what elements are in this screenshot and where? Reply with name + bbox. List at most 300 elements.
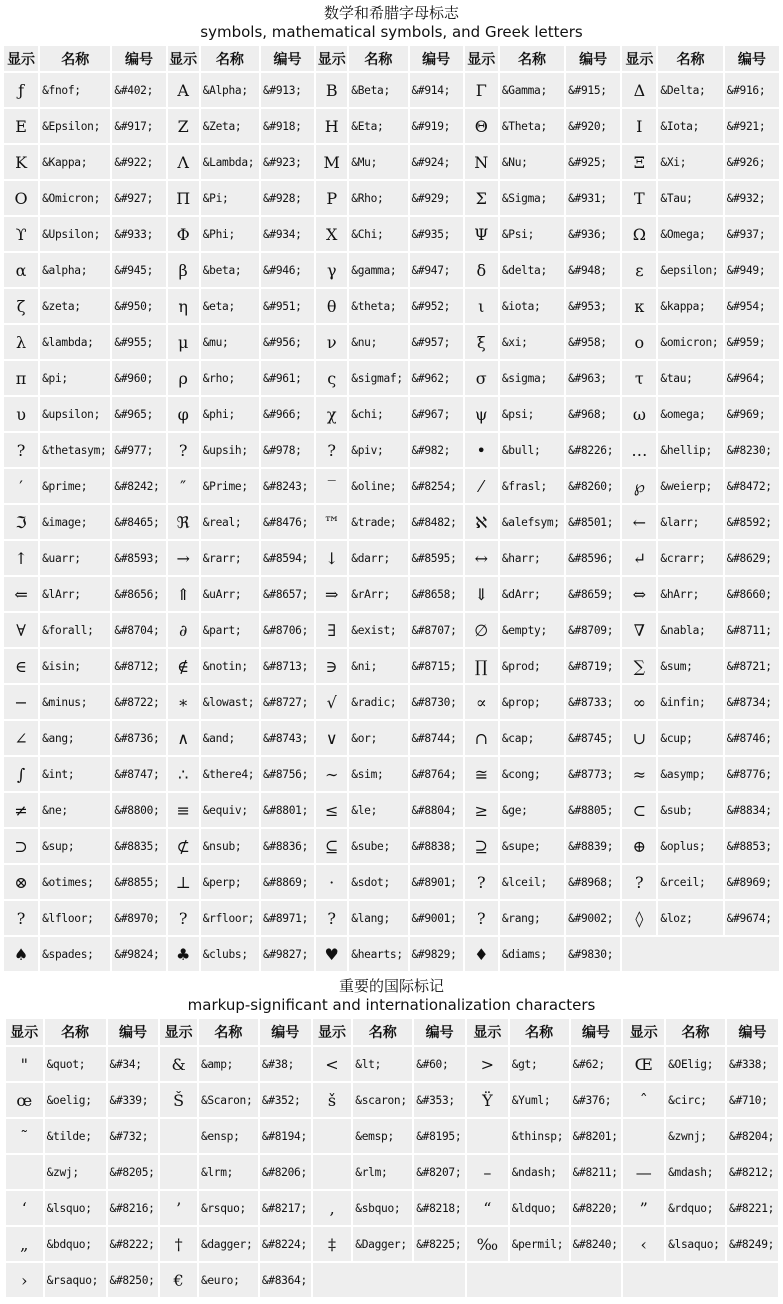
entity-code-cell: &#918;: [261, 109, 314, 143]
entity-code-cell: &#9824;: [112, 937, 165, 971]
entity-name-cell: &gt;: [510, 1047, 569, 1081]
table-row: [4, 145, 779, 179]
symbol-cell: Η: [316, 109, 347, 143]
symbol-cell: ∃: [316, 613, 347, 647]
entity-code-cell: &#8711;: [725, 613, 779, 647]
entity-code-cell: &#8656;: [112, 577, 165, 611]
entity-code-cell: &#8250;: [108, 1263, 159, 1297]
symbol-cell: [160, 1119, 197, 1153]
entity-code-cell: &#960;: [112, 361, 165, 395]
entity-code-cell: &#9829;: [410, 937, 463, 971]
entity-code-cell: &#8805;: [566, 793, 620, 827]
entity-code-cell: &#968;: [566, 397, 620, 431]
symbol-cell: —: [623, 1155, 664, 1189]
entity-name-cell: &radic;: [349, 685, 407, 719]
symbol-cell: Δ: [622, 73, 656, 107]
entity-name-cell: &lt;: [353, 1047, 412, 1081]
symbol-cell: ⊇: [465, 829, 498, 863]
symbol-cell: ?: [465, 865, 498, 899]
entity-code-cell: &#8838;: [410, 829, 463, 863]
entity-code-cell: &#60;: [414, 1047, 465, 1081]
symbol-cell: œ: [6, 1083, 43, 1117]
empty-cell: [467, 1263, 621, 1297]
entity-name-cell: &nsub;: [201, 829, 259, 863]
entity-code-cell: &#8224;: [260, 1227, 311, 1261]
entity-name-cell: &sube;: [349, 829, 407, 863]
table-row: [4, 865, 779, 899]
entity-code-cell: &#8593;: [112, 541, 165, 575]
entity-code-cell: &#8853;: [725, 829, 779, 863]
symbol-cell: ∼: [316, 757, 347, 791]
symbol-cell: ⊆: [316, 829, 347, 863]
symbol-cell: ϒ: [4, 217, 38, 251]
entity-code-cell: &#338;: [727, 1047, 778, 1081]
header-display: 显示: [6, 1019, 43, 1045]
entity-code-cell: &#8230;: [725, 433, 779, 467]
entity-name-cell: &upsih;: [201, 433, 259, 467]
entity-name-cell: &psi;: [500, 397, 564, 431]
entity-name-cell: &fnof;: [40, 73, 110, 107]
entity-name-cell: &lsaquo;: [666, 1227, 725, 1261]
table-row: [6, 1263, 778, 1297]
header-name: 名称: [40, 46, 110, 71]
entity-code-cell: &#9001;: [410, 901, 463, 935]
entity-code-cell: &#8971;: [261, 901, 314, 935]
entity-code-cell: &#915;: [566, 73, 620, 107]
entity-code-cell: &#8472;: [725, 469, 779, 503]
symbol-cell: Σ: [465, 181, 498, 215]
symbol-cell: ’: [160, 1191, 197, 1225]
entity-name-cell: &empty;: [500, 613, 564, 647]
symbol-cell: ∉: [168, 649, 199, 683]
symbol-cell: Š: [160, 1083, 197, 1117]
entity-name-cell: &sub;: [658, 793, 722, 827]
entity-code-cell: &#8240;: [571, 1227, 622, 1261]
entity-code-cell: &#926;: [725, 145, 779, 179]
entity-name-cell: &Yuml;: [510, 1083, 569, 1117]
table-row: [6, 1083, 778, 1117]
symbol-cell: ‰: [467, 1227, 508, 1261]
section-title-symbols: [0, 4, 783, 42]
entity-code-cell: &#8776;: [725, 757, 779, 791]
entity-code-cell: &#8465;: [112, 505, 165, 539]
symbol-cell: ⊂: [622, 793, 656, 827]
symbol-cell: ↔: [465, 541, 498, 575]
table-row: [4, 901, 779, 935]
entity-code-cell: &#8204;: [727, 1119, 778, 1153]
entity-code-cell: &#8216;: [108, 1191, 159, 1225]
entity-name-cell: &cup;: [658, 721, 722, 755]
symbol-cell: ⇔: [622, 577, 656, 611]
table-header-row: [6, 1019, 778, 1045]
table-row: [4, 937, 779, 971]
header-display: 显示: [160, 1019, 197, 1045]
entity-name-cell: &le;: [349, 793, 407, 827]
entity-name-cell: &lfloor;: [40, 901, 110, 935]
entity-name-cell: &hellip;: [658, 433, 722, 467]
entity-name-cell: &ge;: [500, 793, 564, 827]
table-header-row: [4, 46, 779, 71]
entity-name-cell: &Delta;: [658, 73, 722, 107]
entity-code-cell: &#965;: [112, 397, 165, 431]
entity-name-cell: &lambda;: [40, 325, 110, 359]
entity-code-cell: &#949;: [725, 253, 779, 287]
entity-code-cell: &#916;: [725, 73, 779, 107]
symbol-cell: ∝: [465, 685, 498, 719]
entity-code-cell: &#8970;: [112, 901, 165, 935]
section-title-zh: 数学和希腊字母标志: [323, 4, 459, 22]
header-display: 显示: [622, 46, 656, 71]
entity-code-cell: &#8482;: [410, 505, 463, 539]
symbol-cell: ←: [622, 505, 656, 539]
entity-code-cell: &#9002;: [566, 901, 620, 935]
symbol-cell: ?: [622, 865, 656, 899]
entity-code-cell: &#8206;: [260, 1155, 311, 1189]
entity-code-cell: &#937;: [725, 217, 779, 251]
symbol-cell: μ: [168, 325, 199, 359]
entity-name-cell: &supe;: [500, 829, 564, 863]
entity-code-cell: &#933;: [112, 217, 165, 251]
entity-code-cell: &#931;: [566, 181, 620, 215]
entity-name-cell: &euro;: [199, 1263, 258, 1297]
symbol-cell: Ρ: [316, 181, 347, 215]
symbol-cell: η: [168, 289, 199, 323]
symbol-cell: α: [4, 253, 38, 287]
symbol-cell: ∠: [4, 721, 38, 755]
entity-code-cell: &#953;: [566, 289, 620, 323]
entity-name-cell: &trade;: [349, 505, 407, 539]
symbol-cell: ω: [622, 397, 656, 431]
symbol-cell: β: [168, 253, 199, 287]
section-title-zh: 重要的国际标记: [338, 977, 444, 995]
markup-characters-table: [4, 1017, 780, 1299]
entity-name-cell: &real;: [201, 505, 259, 539]
entity-code-cell: &#710;: [727, 1083, 778, 1117]
entity-name-cell: &emsp;: [353, 1119, 412, 1153]
symbol-cell: Ο: [4, 181, 38, 215]
symbol-cell: ∋: [316, 649, 347, 683]
entity-code-cell: &#8839;: [566, 829, 620, 863]
entity-code-cell: &#402;: [112, 73, 165, 107]
symbol-cell: λ: [4, 325, 38, 359]
entity-code-cell: &#8834;: [725, 793, 779, 827]
entity-code-cell: &#922;: [112, 145, 165, 179]
entity-name-cell: &Mu;: [349, 145, 407, 179]
entity-name-cell: &cong;: [500, 757, 564, 791]
symbol-cell: ψ: [465, 397, 498, 431]
header-display: 显示: [4, 46, 38, 71]
symbol-cell: Ψ: [465, 217, 498, 251]
entity-name-cell: &oelig;: [45, 1083, 106, 1117]
entity-code-cell: &#8254;: [410, 469, 463, 503]
entity-code-cell: &#924;: [410, 145, 463, 179]
header-display: 显示: [465, 46, 498, 71]
entity-code-cell: &#958;: [566, 325, 620, 359]
header-name: 名称: [500, 46, 564, 71]
entity-name-cell: &sup;: [40, 829, 110, 863]
header-name: 名称: [201, 46, 259, 71]
table-row: [6, 1047, 778, 1081]
entity-name-cell: &loz;: [658, 901, 722, 935]
entity-code-cell: &#8596;: [566, 541, 620, 575]
header-code: 编号: [566, 46, 620, 71]
entity-code-cell: &#967;: [410, 397, 463, 431]
entity-name-cell: &spades;: [40, 937, 110, 971]
entity-name-cell: &Prime;: [201, 469, 259, 503]
header-code: 编号: [112, 46, 165, 71]
entity-name-cell: &lsquo;: [45, 1191, 106, 1225]
entity-code-cell: &#8712;: [112, 649, 165, 683]
entity-name-cell: &Theta;: [500, 109, 564, 143]
entity-code-cell: &#919;: [410, 109, 463, 143]
entity-name-cell: &rceil;: [658, 865, 722, 899]
entity-code-cell: &#8194;: [260, 1119, 311, 1153]
symbol-cell: ♦: [465, 937, 498, 971]
entity-code-cell: &#929;: [410, 181, 463, 215]
entity-name-cell: &Omega;: [658, 217, 722, 251]
entity-name-cell: &harr;: [500, 541, 564, 575]
symbol-cell: ™: [316, 505, 347, 539]
symbol-cell: ν: [316, 325, 347, 359]
entity-name-cell: &nabla;: [658, 613, 722, 647]
table-row: [4, 289, 779, 323]
entity-name-cell: &uarr;: [40, 541, 110, 575]
symbol-cell: κ: [622, 289, 656, 323]
entity-name-cell: &rho;: [201, 361, 259, 395]
entity-code-cell: &#8736;: [112, 721, 165, 755]
symbol-cell: Ÿ: [467, 1083, 508, 1117]
entity-code-cell: &#8835;: [112, 829, 165, 863]
symbol-cell: ƒ: [4, 73, 38, 107]
symbol-cell: [160, 1155, 197, 1189]
entity-code-cell: &#8658;: [410, 577, 463, 611]
symbol-cell: ζ: [4, 289, 38, 323]
entity-code-cell: &#8715;: [410, 649, 463, 683]
entity-code-cell: &#732;: [108, 1119, 159, 1153]
header-code: 编号: [410, 46, 463, 71]
symbol-cell: ∗: [168, 685, 199, 719]
entity-code-cell: &#8657;: [261, 577, 314, 611]
entity-name-cell: &or;: [349, 721, 407, 755]
entity-code-cell: &#8773;: [566, 757, 620, 791]
entity-code-cell: &#8722;: [112, 685, 165, 719]
symbol-cell: &: [160, 1047, 197, 1081]
table-row: [4, 721, 779, 755]
entity-name-cell: &int;: [40, 757, 110, 791]
entity-name-cell: &Phi;: [201, 217, 259, 251]
symbol-cell: Ι: [622, 109, 656, 143]
entity-name-cell: &tau;: [658, 361, 722, 395]
entity-code-cell: &#34;: [108, 1047, 159, 1081]
symbol-cell: ‾: [316, 469, 347, 503]
symbol-cell: σ: [465, 361, 498, 395]
entity-name-cell: &image;: [40, 505, 110, 539]
table-row: [4, 253, 779, 287]
entity-code-cell: &#978;: [261, 433, 314, 467]
entity-name-cell: &rfloor;: [201, 901, 259, 935]
entity-name-cell: &darr;: [349, 541, 407, 575]
entity-code-cell: &#8721;: [725, 649, 779, 683]
entity-code-cell: &#935;: [410, 217, 463, 251]
table-row: [4, 757, 779, 791]
entity-code-cell: &#925;: [566, 145, 620, 179]
entity-code-cell: &#8969;: [725, 865, 779, 899]
entity-code-cell: &#8629;: [725, 541, 779, 575]
symbol-cell: ≈: [622, 757, 656, 791]
entity-code-cell: &#982;: [410, 433, 463, 467]
entity-name-cell: &permil;: [510, 1227, 569, 1261]
entity-code-cell: &#8207;: [414, 1155, 465, 1189]
symbol-cell: ∈: [4, 649, 38, 683]
symbol-cell: ›: [6, 1263, 43, 1297]
table-row: [4, 829, 779, 863]
entity-code-cell: &#8659;: [566, 577, 620, 611]
symbol-cell: Θ: [465, 109, 498, 143]
header-code: 编号: [108, 1019, 159, 1045]
entity-code-cell: &#961;: [261, 361, 314, 395]
symbol-cell: ∧: [168, 721, 199, 755]
symbol-cell: ε: [622, 253, 656, 287]
entity-code-cell: &#8205;: [108, 1155, 159, 1189]
entity-name-cell: &thetasym;: [40, 433, 110, 467]
header-display: 显示: [467, 1019, 508, 1045]
symbol-cell: ∨: [316, 721, 347, 755]
entity-name-cell: &lArr;: [40, 577, 110, 611]
symbol-cell: ↓: [316, 541, 347, 575]
entity-name-cell: &Xi;: [658, 145, 722, 179]
symbol-cell: [623, 1119, 664, 1153]
symbol-cell: ?: [168, 901, 199, 935]
entity-code-cell: &#969;: [725, 397, 779, 431]
entity-name-cell: &diams;: [500, 937, 564, 971]
entity-name-cell: &zeta;: [40, 289, 110, 323]
symbol-cell: θ: [316, 289, 347, 323]
entity-code-cell: &#339;: [108, 1083, 159, 1117]
symbol-cell: “: [467, 1191, 508, 1225]
entity-name-cell: &rsquo;: [199, 1191, 258, 1225]
entity-name-cell: &lceil;: [500, 865, 564, 899]
entity-code-cell: &#947;: [410, 253, 463, 287]
entity-code-cell: &#8800;: [112, 793, 165, 827]
symbol-cell: Ζ: [168, 109, 199, 143]
entity-code-cell: &#8218;: [414, 1191, 465, 1225]
entity-code-cell: &#8709;: [566, 613, 620, 647]
symbol-cell: ?: [168, 433, 199, 467]
entity-name-cell: &mu;: [201, 325, 259, 359]
entity-name-cell: &isin;: [40, 649, 110, 683]
entity-code-cell: &#8226;: [566, 433, 620, 467]
entity-code-cell: &#8727;: [261, 685, 314, 719]
header-display: 显示: [168, 46, 199, 71]
symbol-cell: [313, 1119, 352, 1153]
symbol-cell: ∅: [465, 613, 498, 647]
entity-code-cell: &#962;: [410, 361, 463, 395]
symbols-table: [2, 44, 781, 973]
entity-name-cell: &Kappa;: [40, 145, 110, 179]
entity-code-cell: &#920;: [566, 109, 620, 143]
entity-name-cell: &there4;: [201, 757, 259, 791]
entity-name-cell: &equiv;: [201, 793, 259, 827]
symbol-cell: ”: [623, 1191, 664, 1225]
symbol-cell: –: [467, 1155, 508, 1189]
symbol-cell: Ν: [465, 145, 498, 179]
symbol-cell: ⁄: [465, 469, 498, 503]
entity-code-cell: &#913;: [261, 73, 314, 107]
entity-code-cell: &#8501;: [566, 505, 620, 539]
symbol-cell: ‚: [313, 1191, 352, 1225]
entity-name-cell: &Iota;: [658, 109, 722, 143]
entity-name-cell: &Eta;: [349, 109, 407, 143]
entity-code-cell: &#964;: [725, 361, 779, 395]
entity-name-cell: &cap;: [500, 721, 564, 755]
entity-name-cell: &rArr;: [349, 577, 407, 611]
table-row: [4, 325, 779, 359]
entity-code-cell: &#8222;: [108, 1227, 159, 1261]
entity-code-cell: &#927;: [112, 181, 165, 215]
symbol-cell: ≠: [4, 793, 38, 827]
entity-name-cell: &oplus;: [658, 829, 722, 863]
entity-code-cell: &#8212;: [727, 1155, 778, 1189]
symbol-cell: •: [465, 433, 498, 467]
entity-name-cell: &dagger;: [199, 1227, 258, 1261]
symbol-cell: ≥: [465, 793, 498, 827]
symbol-cell: ∞: [622, 685, 656, 719]
symbol-cell: ∀: [4, 613, 38, 647]
entity-name-cell: &bull;: [500, 433, 564, 467]
symbol-cell: Œ: [623, 1047, 664, 1081]
entity-code-cell: &#921;: [725, 109, 779, 143]
entity-name-cell: &Rho;: [349, 181, 407, 215]
entity-code-cell: &#8968;: [566, 865, 620, 899]
entity-code-cell: &#959;: [725, 325, 779, 359]
entity-code-cell: &#923;: [261, 145, 314, 179]
entity-code-cell: &#963;: [566, 361, 620, 395]
table-row: [4, 505, 779, 539]
entity-name-cell: &lang;: [349, 901, 407, 935]
entity-code-cell: &#8243;: [261, 469, 314, 503]
entity-name-cell: &mdash;: [666, 1155, 725, 1189]
entity-name-cell: &frasl;: [500, 469, 564, 503]
symbol-cell: χ: [316, 397, 347, 431]
symbol-cell: ≅: [465, 757, 498, 791]
entity-name-cell: &Beta;: [349, 73, 407, 107]
entity-code-cell: &#8364;: [260, 1263, 311, 1297]
entity-name-cell: &Chi;: [349, 217, 407, 251]
entity-name-cell: &Nu;: [500, 145, 564, 179]
symbol-cell: ∩: [465, 721, 498, 755]
entity-name-cell: &clubs;: [201, 937, 259, 971]
table-row: [4, 649, 779, 683]
symbol-cell: ∫: [4, 757, 38, 791]
entity-name-cell: &sigmaf;: [349, 361, 407, 395]
entity-name-cell: &rang;: [500, 901, 564, 935]
entity-name-cell: &Tau;: [658, 181, 722, 215]
symbol-cell: ?: [4, 433, 38, 467]
symbol-cell: Γ: [465, 73, 498, 107]
entity-name-cell: &chi;: [349, 397, 407, 431]
symbol-cell: ?: [465, 901, 498, 935]
symbol-cell: ⋅: [316, 865, 347, 899]
symbol-cell: ˆ: [623, 1083, 664, 1117]
entity-name-cell: &circ;: [666, 1083, 725, 1117]
symbol-cell: ∇: [622, 613, 656, 647]
entity-name-cell: &thinsp;: [510, 1119, 569, 1153]
entity-code-cell: &#8592;: [725, 505, 779, 539]
entity-code-cell: &#952;: [410, 289, 463, 323]
header-display: 显示: [316, 46, 347, 71]
entity-code-cell: &#8260;: [566, 469, 620, 503]
entity-name-cell: &nu;: [349, 325, 407, 359]
